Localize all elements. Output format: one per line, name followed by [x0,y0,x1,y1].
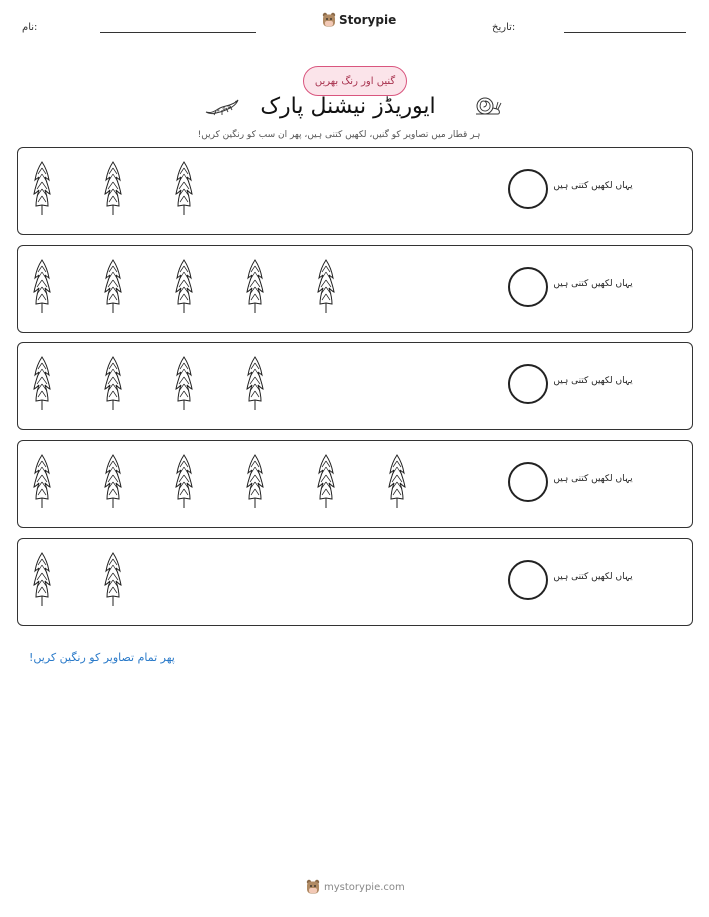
sawgrass-plant-icon [100,451,126,509]
name-label: نام: [22,22,38,33]
date-label: تاریخ: [492,22,516,33]
sawgrass-plant-icon [100,549,126,607]
count-row-4 [17,440,693,528]
brand-name: Storypie [339,13,397,27]
lizard-icon [204,96,240,118]
sawgrass-plant-icon [171,353,197,411]
date-line[interactable] [564,32,686,33]
sawgrass-plant-icon [242,353,268,411]
sawgrass-plant-icon [100,158,126,216]
sawgrass-plant-icon [242,256,268,314]
activity-pill: گنیں اور رنگ بھریں [303,66,407,96]
count-row-2 [17,245,693,333]
sawgrass-plant-icon [384,451,410,509]
footer [306,879,405,895]
answer-prompt: یہاں لکھیں کتنی ہیں [553,279,633,289]
answer-prompt: یہاں لکھیں کتنی ہیں [553,181,633,191]
page-title: ایور‌‌یڈز نیشنل پارک [260,94,436,119]
snail-icon [474,95,502,117]
sawgrass-plant-icon [29,158,55,216]
answer-prompt: یہاں لکھیں کتنی ہیں [553,474,633,484]
sawgrass-plant-icon [29,353,55,411]
name-line[interactable] [100,32,256,33]
sawgrass-plant-icon [29,256,55,314]
instructions: ہر قطار میں تصاویر کو گنیں، لکھیں کتنی ہیں، پھر ان سب کو رنگین کریں! [197,130,481,140]
brand [322,12,396,28]
sawgrass-plant-icon [171,256,197,314]
count-row-1 [17,147,693,235]
answer-circle[interactable] [508,364,548,404]
sawgrass-plant-icon [100,353,126,411]
sawgrass-plant-icon [100,256,126,314]
sawgrass-plant-icon [29,451,55,509]
sawgrass-plant-icon [171,451,197,509]
answer-circle[interactable] [508,560,548,600]
answer-circle[interactable] [508,462,548,502]
answer-circle[interactable] [508,169,548,209]
answer-circle[interactable] [508,267,548,307]
sawgrass-plant-icon [313,256,339,314]
bear-logo-icon [322,12,336,28]
bear-logo-icon [306,879,320,895]
count-row-3 [17,342,693,430]
count-row-5 [17,538,693,626]
sawgrass-plant-icon [242,451,268,509]
answer-prompt: یہاں لکھیں کتنی ہیں [553,376,633,386]
sawgrass-plant-icon [313,451,339,509]
sawgrass-plant-icon [29,549,55,607]
footer-site: mystorypie.com [324,881,405,893]
answer-prompt: یہاں لکھیں کتنی ہیں [553,572,633,582]
footer-note: پھر تمام تصاویر کو رنگین کریں! [29,651,175,664]
sawgrass-plant-icon [171,158,197,216]
